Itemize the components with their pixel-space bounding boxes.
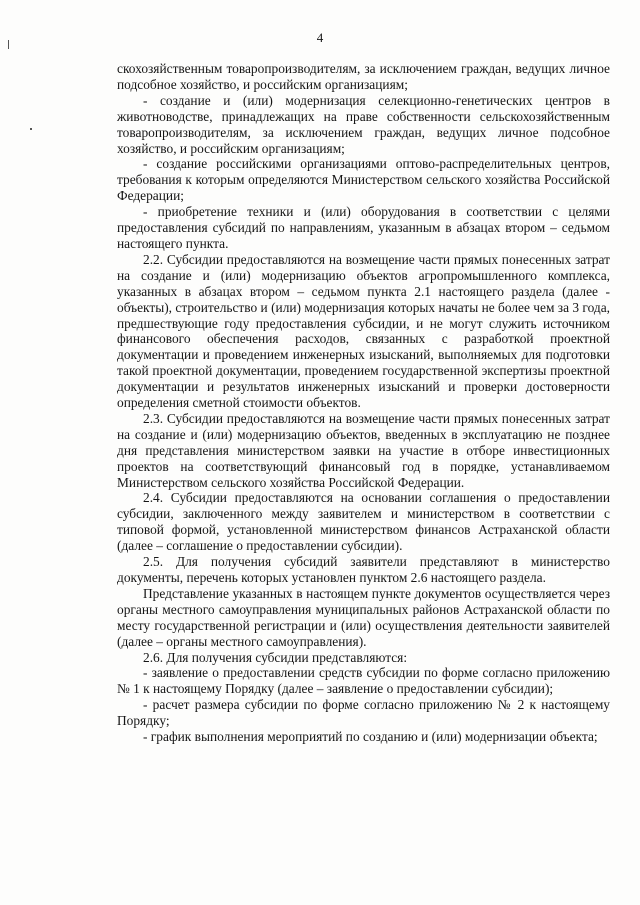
paragraph: Представление указанных в настоящем пункте документов осуществляется через органы местного самоуправления муниципальных районов Астраханской области по месту государственной регистрации и (или) осуществления деятельности заявителей (далее – органы местного самоуправления). — [117, 585, 610, 649]
page-number: 4 — [316, 30, 324, 45]
paragraph: - заявление о предоставлении средств субсидии по форме согласно приложению № 1 к настоящему Порядку (далее – заявление о предоставлении субсидии); — [117, 665, 610, 697]
paragraph: - приобретение техники и (или) оборудования в соответствии с целями предоставления субсидий по направлениям, указанным в абзацах втором – седьмом настоящего пункта. — [117, 204, 610, 251]
paragraph: 2.2. Субсидии предоставляются на возмещение части прямых понесенных затрат на создание и (или) модернизацию объектов агропромышленного комплекса, указанных в абзацах втором – седьмом пункта 2.1 настоящего раздела (далее - объекты), строительство и (или) модернизация которых начаты не более чем за 3 года, предшествующие году предоставления субсидии, и не могут служить источником финансового обеспечения расходов, связанных с разработкой проектной документации и проведением инженерных изысканий, выполняемых для подготовки такой проектной документации, проведением государственной экспертизы проектной документации и результатов инженерных изысканий и проверки достоверности определения сметной стоимости объектов. — [117, 251, 610, 411]
paragraph: - создание российскими организациями оптово-распределительных центров, требования к которым определяются Министерством сельского хозяйства Российской Федерации; — [117, 156, 610, 204]
document-body — [117, 61, 610, 745]
paragraph: 2.4. Субсидии предоставляются на основании соглашения о предоставлении субсидии, заключенного между заявителем и министерством в соответствии с типовой формой, установленной министерством финансов Астраханской области (далее – соглашение о предоставлении субсидии). — [117, 490, 610, 554]
paragraph: скохозяйственным товаропроизводителям, за исключением граждан, ведущих личное подсобное хозяйство, и российским организациям; — [117, 61, 610, 92]
paragraph: - график выполнения мероприятий по созданию и (или) модернизации объекта; — [143, 729, 598, 745]
paragraph: 2.3. Субсидии предоставляются на возмещение части прямых понесенных затрат на создание и (или) модернизацию объектов, введенных в эксплуатацию не позднее дня представления министерством заявки на участие в отборе инвестиционных проектов на соответствующий финансовый год в порядке, устанавливаемом Министерством сельского хозяйства Российской Федерации. — [117, 410, 610, 490]
paragraph: 2.6. Для получения субсидии представляются: — [143, 649, 408, 665]
paragraph: 2.5. Для получения субсидий заявители представляют в министерство документы, перечень которых установлен пунктом 2.6 настоящего раздела. — [117, 554, 610, 585]
scan-margin-mark — [30, 128, 32, 130]
paragraph: - создание и (или) модернизация селекционно-генетических центров в животноводстве, принадлежащих на праве собственности сельскохозяйственным товаропроизводителям, за исключением граждан, ведущих личное подсобное хозяйство, и российским организациям; — [117, 92, 610, 156]
paragraph: - расчет размера субсидии по форме согласно приложению № 2 к настоящему Порядку; — [117, 697, 610, 729]
